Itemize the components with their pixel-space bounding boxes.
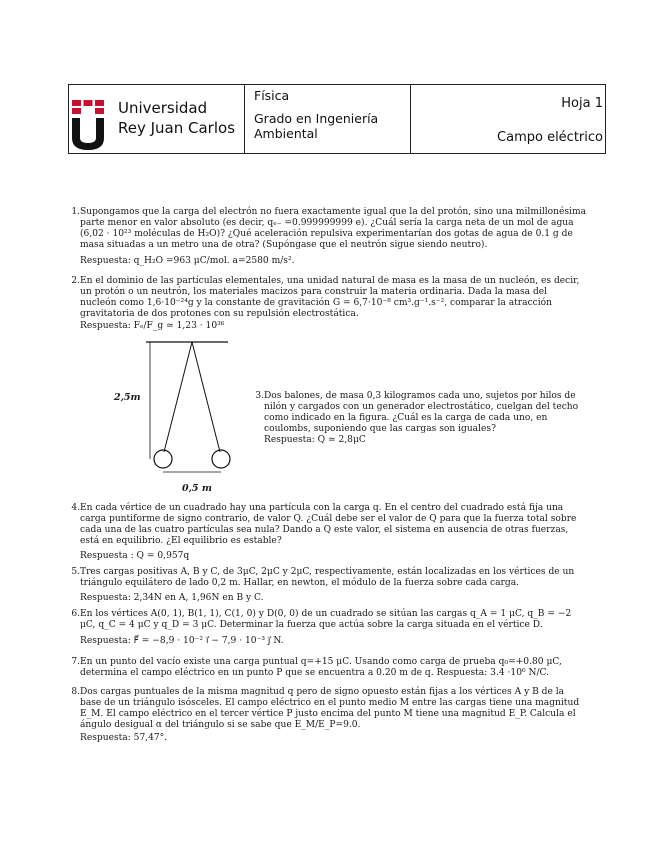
problem-answer: Respuesta: q_H₂O =963 μC/mol. a=2580 m/s². <box>80 256 295 266</box>
right-thread <box>192 342 220 452</box>
problem-text: Dos cargas puntuales de la misma magnitud q pero de signo opuesto están fijas a los vértices A y B de la base de un triángulo isósceles. El campo eléctrico en el punto medio M entre las cargas tiene una magnitud E_M. El campo eléctrico en el tercer vértice P justo encima del punto M tiene una magnitud E_P. Calcula el ángulo desigual α del triángulo si se sabe que E_M/E_P=9.0. <box>80 687 580 730</box>
problem-answer: Respuesta: F⃗ = −8,9 · 10⁻² i⃗ − 7,9 · 10⁻³ j⃗ N. <box>80 636 284 646</box>
problem-number: 6. <box>71 609 80 619</box>
header-top-rule <box>68 84 605 85</box>
problem-text: En el dominio de las partículas elementales, una unidad natural de masa es la masa de un nucleón, es decir, un protón o un neutrón, los materiales macizos para construir la materia ordinaria. Dada la masa del nucleón como 1,6·10⁻²⁴g y la constante de gravitación G = 6,7·10⁻⁸ cm³.g⁻¹.s⁻², comparar la atracción gravitatoria de dos protones con su repulsión electrostática. <box>80 276 580 319</box>
pendulum-figure <box>110 338 250 498</box>
header-divider-1 <box>244 84 245 154</box>
problem-number: 1. <box>71 207 80 217</box>
width-label: 0,5 m <box>182 483 212 494</box>
problem-text: Supongamos que la carga del electrón no fuera exactamente igual que la del protón, sino una milmillonésima parte menor en valor absoluto (es decir, qₑ₋ =0.999999999 e). ¿Cuál sería la carga neta de un mol de agua (6,02 · 10²³ moléculas de H₂O)? ¿Qué aceleración repulsiva experimentarían dos gotas de agua de 0.1 g de masa situadas a un metro una de otra? (Supóngase que el neutrón sigue siendo neutro). <box>80 207 587 250</box>
header-divider-2 <box>410 84 411 154</box>
university-name-line2: Rey Juan Carlos <box>118 119 236 137</box>
height-label: 2,5m <box>114 392 141 403</box>
problem-answer: Respuesta : Q = 0,957q <box>80 551 190 561</box>
problem-number: 7. <box>71 657 80 667</box>
university-logo-icon <box>72 100 104 150</box>
problem-answer: Respuesta: Fₑ/F_g ≃ 1,23 · 10³⁶ <box>80 321 225 331</box>
problem-number: 2. <box>71 276 80 286</box>
degree-title: Grado en Ingeniería Ambiental <box>254 111 379 141</box>
problem-text: Dos balones, de masa 0,3 kilogramos cada uno, sujetos por hilos de nilón y cargados con un generador electrostático, cuelgan del techo como indicado en la figura. ¿Cuál es la carga de cada uno, en coulombs, suponiendo que las cargas son iguales? <box>264 391 579 434</box>
university-name-line1: Universidad <box>118 99 208 117</box>
problem-text: En cada vértice de un cuadrado hay una partícula con la carga q. En el centro del cuadrado está fija una carga puntiforme de signo contrario, de valor Q. ¿Cuál debe ser el valor de Q para que la fuerza total sobre cada una de las cuatro partículas sea nula? Dando a Q este valor, el sistema en ausencia de otras fuerzas, está en equilibrio. ¿El equilibrio es estable? <box>80 503 577 546</box>
header-right-rule <box>605 84 606 154</box>
problem-answer: Respuesta: Q ≃ 2,8μC <box>264 435 366 445</box>
right-ball <box>212 450 230 468</box>
problem-answer: Respuesta: 57,47°. <box>80 733 168 743</box>
problem-text: Tres cargas positivas A, B y C, de 3μC, 2μC y 2μC, respectivamente, están localizadas en los vértices de un triángulo equilátero de lado 0,2 m. Hallar, en newton, el módulo de la fuerza sobre cada carga. <box>80 567 575 588</box>
problem-text: En un punto del vacío existe una carga puntual q=+15 μC. Usando como carga de prueba q₀=+0.80 μC, determina el campo eléctrico en un punto P que se encuentra a 0.20 m de q. Respuesta: 3.4 ·10⁶ N/C. <box>80 657 562 678</box>
problem-answer: Respuesta: 2,34N en A, 1,96N en B y C. <box>80 593 264 603</box>
header-left-rule <box>68 84 69 154</box>
left-thread <box>164 342 192 452</box>
sheet-topic: Campo eléctrico <box>497 130 603 145</box>
sheet-number: Hoja 1 <box>561 96 603 111</box>
problem-text: En los vértices A(0, 1), B(1, 1), C(1, 0) y D(0, 0) de un cuadrado se sitúan las cargas q_A = 1 μC, q_B = −2 μC, q_C = 4 μC y q_D = 3 μC. Determinar la fuerza que actúa sobre la carga situada en el vértice D. <box>80 609 572 630</box>
problem-number: 4. <box>71 503 80 513</box>
subject-title: Física <box>254 88 290 103</box>
problem-number: 5. <box>71 567 80 577</box>
left-ball <box>154 450 172 468</box>
header-bottom-rule <box>68 153 605 154</box>
problem-number: 8. <box>71 687 80 697</box>
problem-number: 3. <box>255 391 264 401</box>
